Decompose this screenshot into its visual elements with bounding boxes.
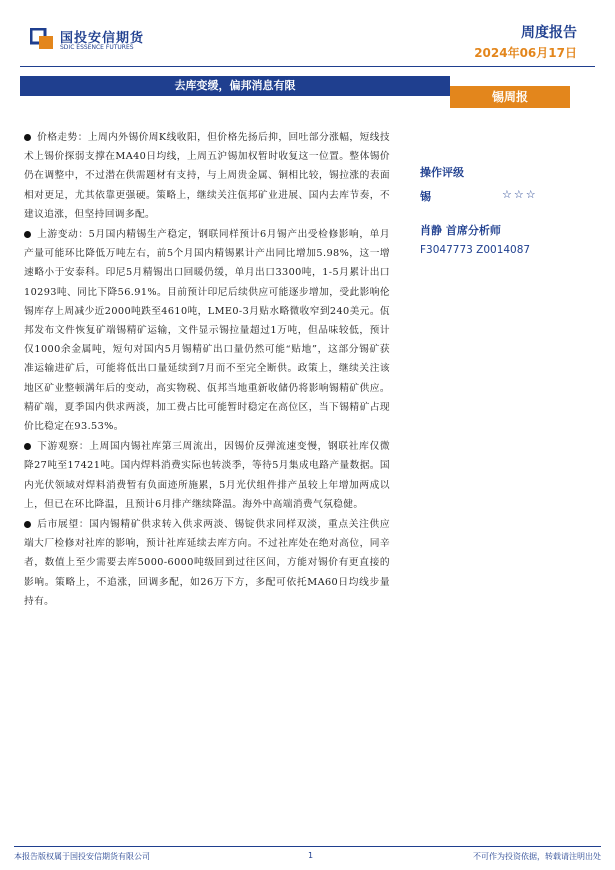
star-rating-icon: ☆☆☆ <box>502 188 538 201</box>
logo-name-en: SDIC ESSENCE FUTURES <box>60 44 134 51</box>
footer-copyright: 本报告版权属于国投安信期货有限公司 <box>14 852 150 861</box>
report-body <box>24 128 390 612</box>
analyst-name: 肖静 首席分析师 <box>420 224 501 237</box>
paragraph-downstream <box>24 437 390 514</box>
page-number: 1 <box>308 851 314 860</box>
logo-icon <box>30 28 54 50</box>
sidebar <box>420 164 590 256</box>
bullet-icon <box>24 521 31 528</box>
paragraph-outlook <box>24 515 390 611</box>
header-divider <box>20 66 595 67</box>
bullet-icon <box>24 231 31 238</box>
rating-row <box>420 188 590 204</box>
company-logo <box>30 24 150 56</box>
footer-disclaimer: 不可作为投资依据，转载请注明出处 <box>473 852 601 861</box>
analyst-license-ids: F3047773 Z0014087 <box>420 244 531 256</box>
paragraph-text: 上游变动：5月国内精锡生产稳定，钢联同样预计6月锡产出受检修影响，单月产量可能环比降低万吨左右，前5个月国内精锡累计产出同比增加5.98%，这一增速略小于安泰科。印尼5月精锡出口回暖仍缓，单月出口3300吨，1-5月累计出口10293吨、同比下降56.91%。目前预计印尼后续供应可能逐步增加，受此影响伦锡库存上周减少近2000吨跌至4610吨，LME0-3月贴水略微收窄到240美元。佤邦发布文件恢复矿端锡精矿运输，文件显示锡拉量超过1万吨，但品味较低，预计仅1000余金属吨，短句对国内5月锡精矿出口量仍然可能“贴地”，这部分锡矿获准运输进矿后，可能将低出口量延续到7月而不至完全断供。政策上，继续关注该地区矿业整顿满年后的变动，高实物税、佤邦当地重新收储仍将影响锡精矿供应。精矿端，夏季国内供求两淡，加工费占比可能暂时稳定在高位区，当下锡精矿占现价比稳定在93.53%。 <box>24 229 390 433</box>
report-date: 2024年06月17日 <box>474 46 577 60</box>
report-category-tab: 锡周报 <box>450 86 570 108</box>
paragraph-text: 下游观察：上周国内锡社库第三周流出，因锡价反弹流速变慢，钢联社库仅微降27吨至17421吨。国内焊料消费实际也转淡季，等待5月集成电路产量数据。国内光伏领域对焊料消费暂有负面迹所施累，5月光伏组件排产虽较上年增加两成以上，但已在环比降温，且预计6月排产继续降温。海外中高端消费气氛稳健。 <box>24 441 390 510</box>
paragraph-text: 后市展望：国内锡精矿供求转入供求两淡、锡锭供求同样双淡，重点关注供应端大厂检修对社库的影响，预计社库延续去库方向。不过社库处在绝对高位，同辛者，数值上至少需要去库5000-6000吨级回到过往区间，方能对锡价有更直接的影响。策略上，不追涨，回调多配，如26万下方，多配可依托MA60日均线步量持有。 <box>24 519 390 607</box>
report-type: 周度报告 <box>521 25 577 41</box>
logo-name-cn: 国投安信期货 <box>60 31 145 46</box>
bullet-icon <box>24 443 31 450</box>
footer-divider <box>14 846 601 847</box>
paragraph-text: 价格走势：上周内外锡价周K线收阳，但价格先扬后抑，回吐部分涨幅，短线技术上锡价探弱支撑在MA40日均线，上周五沪锡加权暂时收复这一位置。整体锡价仍在调整中，不过潜在供需题材有支持，与上周贵金属、铜相比较，锡拉涨的表面相对更足，尤其依靠更强硬。策略上，继续关注佤邦矿业进展、国内去库节奏，不建议追涨，但坚持回调多配。 <box>24 132 390 220</box>
rating-item: 锡 <box>420 190 431 203</box>
paragraph-upstream <box>24 225 390 436</box>
report-title-bar: 去库变缓，偏邦消息有限 <box>20 76 450 96</box>
paragraph-price-trend <box>24 128 390 224</box>
rating-title: 操作评级 <box>420 166 464 179</box>
bullet-icon <box>24 134 31 141</box>
